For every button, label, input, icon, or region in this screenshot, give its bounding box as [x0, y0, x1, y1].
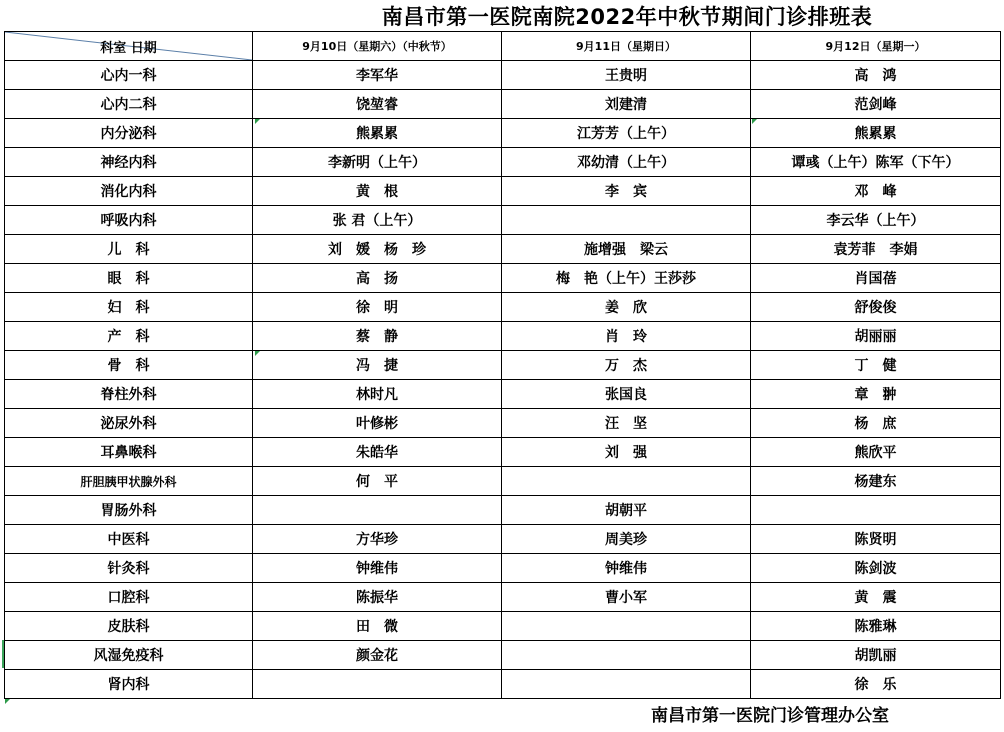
day1-cell[interactable] — [253, 496, 502, 525]
day3-cell[interactable]: 熊欣平 — [751, 438, 1001, 467]
day2-cell[interactable]: 李 宾 — [502, 177, 751, 206]
header-row — [5, 32, 1001, 61]
dept-cell[interactable]: 儿 科 — [5, 235, 253, 264]
dept-cell[interactable]: 肝胆胰甲状腺外科 — [5, 467, 253, 496]
selection-edge-marker — [2, 640, 4, 668]
cell-comment-marker — [255, 351, 260, 356]
table-row — [5, 438, 1001, 467]
footer-office-name: 南昌市第一医院门诊管理办公室 — [651, 706, 889, 726]
table-row — [5, 641, 1001, 670]
day1-cell[interactable] — [253, 670, 502, 699]
table-row — [5, 148, 1001, 177]
dept-cell[interactable]: 呼吸内科 — [5, 206, 253, 235]
table-row — [5, 264, 1001, 293]
page-title: 南昌市第一医院南院2022年中秋节期间门诊排班表 — [381, 5, 873, 29]
table-row — [5, 612, 1001, 641]
table-row — [5, 525, 1001, 554]
dept-cell[interactable]: 心内一科 — [5, 61, 253, 90]
day2-cell[interactable]: 梅 艳（上午）王莎莎 — [502, 264, 751, 293]
table-row — [5, 467, 1001, 496]
dept-cell[interactable]: 心内二科 — [5, 90, 253, 119]
table-row — [5, 554, 1001, 583]
day2-cell[interactable]: 张国良 — [502, 380, 751, 409]
dept-cell[interactable]: 眼 科 — [5, 264, 253, 293]
dept-cell[interactable]: 皮肤科 — [5, 612, 253, 641]
header-corner-label: 科室 日期 — [100, 40, 157, 56]
dept-cell[interactable]: 内分泌科 — [5, 119, 253, 148]
day2-cell[interactable]: 万 杰 — [502, 351, 751, 380]
day3-cell[interactable]: 丁 健 — [751, 351, 1001, 380]
dept-cell[interactable]: 中医科 — [5, 525, 253, 554]
day3-cell[interactable]: 陈贤明 — [751, 525, 1001, 554]
table-row — [5, 409, 1001, 438]
table-row — [5, 293, 1001, 322]
day3-cell[interactable]: 黄 震 — [751, 583, 1001, 612]
day3-cell[interactable]: 章 翀 — [751, 380, 1001, 409]
day2-cell[interactable] — [502, 206, 751, 235]
day1-cell[interactable]: 颜金花 — [253, 641, 502, 670]
day3-cell[interactable]: 徐 乐 — [751, 670, 1001, 699]
day2-cell[interactable]: 钟维伟 — [502, 554, 751, 583]
dept-cell[interactable]: 骨 科 — [5, 351, 253, 380]
dept-cell[interactable]: 神经内科 — [5, 148, 253, 177]
day2-cell[interactable]: 江芳芳（上午） — [502, 119, 751, 148]
table-row — [5, 496, 1001, 525]
day1-cell[interactable]: 李新明（上午） — [253, 148, 502, 177]
header-cell-day2[interactable]: 9月11日（星期日） — [502, 32, 751, 61]
table-row — [5, 119, 1001, 148]
day2-cell[interactable]: 刘 强 — [502, 438, 751, 467]
dept-cell[interactable]: 胃肠外科 — [5, 496, 253, 525]
day2-cell[interactable] — [502, 467, 751, 496]
day3-cell[interactable]: 胡丽丽 — [751, 322, 1001, 351]
day3-cell[interactable]: 舒俊俊 — [751, 293, 1001, 322]
day2-cell[interactable]: 曹小军 — [502, 583, 751, 612]
day3-cell[interactable]: 高 鸿 — [751, 61, 1001, 90]
day1-cell[interactable]: 林时凡 — [253, 380, 502, 409]
day1-cell[interactable]: 张 君（上午） — [253, 206, 502, 235]
day1-cell[interactable]: 饶堃睿 — [253, 90, 502, 119]
day3-cell[interactable]: 杨 庶 — [751, 409, 1001, 438]
dept-cell[interactable]: 风湿免疫科 — [5, 641, 253, 670]
day3-cell[interactable]: 熊累累 — [751, 119, 1001, 148]
day2-cell[interactable] — [502, 612, 751, 641]
day3-cell[interactable]: 范剑峰 — [751, 90, 1001, 119]
table-row — [5, 380, 1001, 409]
dept-cell[interactable]: 消化内科 — [5, 177, 253, 206]
day2-cell[interactable]: 周美珍 — [502, 525, 751, 554]
day3-cell[interactable]: 陈雅琳 — [751, 612, 1001, 641]
day1-cell[interactable]: 高 扬 — [253, 264, 502, 293]
dept-cell[interactable]: 针灸科 — [5, 554, 253, 583]
table-row — [5, 351, 1001, 380]
table-row — [5, 61, 1001, 90]
day1-cell[interactable]: 黄 根 — [253, 177, 502, 206]
cell-comment-marker — [5, 699, 10, 704]
day3-cell[interactable]: 邓 峰 — [751, 177, 1001, 206]
day2-cell[interactable]: 邓幼清（上午） — [502, 148, 751, 177]
day2-cell[interactable]: 汪 坚 — [502, 409, 751, 438]
dept-cell[interactable]: 泌尿外科 — [5, 409, 253, 438]
dept-cell[interactable]: 耳鼻喉科 — [5, 438, 253, 467]
day2-cell[interactable]: 施增强 梁云 — [502, 235, 751, 264]
day1-cell[interactable]: 李军华 — [253, 61, 502, 90]
day2-cell[interactable] — [502, 641, 751, 670]
day3-cell[interactable]: 杨建东 — [751, 467, 1001, 496]
table-row — [5, 583, 1001, 612]
day1-cell[interactable]: 陈振华 — [253, 583, 502, 612]
day1-cell[interactable]: 熊累累 — [253, 119, 502, 148]
day1-cell[interactable]: 冯 捷 — [253, 351, 502, 380]
table-row — [5, 322, 1001, 351]
table-row — [5, 206, 1001, 235]
header-cell-day1[interactable]: 9月10日（星期六）（中秋节） — [253, 32, 502, 61]
day2-cell[interactable]: 王贵明 — [502, 61, 751, 90]
table-row — [5, 235, 1001, 264]
day1-cell[interactable]: 方华珍 — [253, 525, 502, 554]
cell-comment-marker — [752, 119, 757, 124]
day3-cell[interactable]: 袁芳菲 李娟 — [751, 235, 1001, 264]
day3-cell[interactable]: 李云华（上午） — [751, 206, 1001, 235]
day3-cell[interactable]: 肖国蓓 — [751, 264, 1001, 293]
schedule-table — [4, 31, 1001, 699]
day1-cell[interactable]: 朱皓华 — [253, 438, 502, 467]
day2-cell[interactable]: 胡朝平 — [502, 496, 751, 525]
day1-cell[interactable]: 何 平 — [253, 467, 502, 496]
day2-cell[interactable]: 姜 欣 — [502, 293, 751, 322]
dept-cell[interactable]: 口腔科 — [5, 583, 253, 612]
table-row — [5, 90, 1001, 119]
table-row — [5, 177, 1001, 206]
day3-cell[interactable]: 陈剑波 — [751, 554, 1001, 583]
day3-cell[interactable]: 谭彧（上午）陈军（下午） — [751, 148, 1001, 177]
day3-cell[interactable]: 胡凯丽 — [751, 641, 1001, 670]
header-cell-day3[interactable]: 9月12日（星期一） — [751, 32, 1001, 61]
table-row — [5, 670, 1001, 699]
day2-cell[interactable]: 刘建清 — [502, 90, 751, 119]
day1-cell[interactable]: 叶修彬 — [253, 409, 502, 438]
dept-cell[interactable]: 肾内科 — [5, 670, 253, 699]
cell-comment-marker — [255, 119, 260, 124]
dept-cell[interactable]: 脊柱外科 — [5, 380, 253, 409]
dept-cell[interactable]: 妇 科 — [5, 293, 253, 322]
day1-cell[interactable]: 蔡 静 — [253, 322, 502, 351]
day1-cell[interactable]: 徐 明 — [253, 293, 502, 322]
header-cell-dept-date[interactable] — [5, 32, 253, 61]
day2-cell[interactable]: 肖 玲 — [502, 322, 751, 351]
day1-cell[interactable]: 田 微 — [253, 612, 502, 641]
day1-cell[interactable]: 钟维伟 — [253, 554, 502, 583]
day3-cell[interactable] — [751, 496, 1001, 525]
day1-cell[interactable]: 刘 媛 杨 珍 — [253, 235, 502, 264]
dept-cell[interactable]: 产 科 — [5, 322, 253, 351]
day2-cell[interactable] — [502, 670, 751, 699]
